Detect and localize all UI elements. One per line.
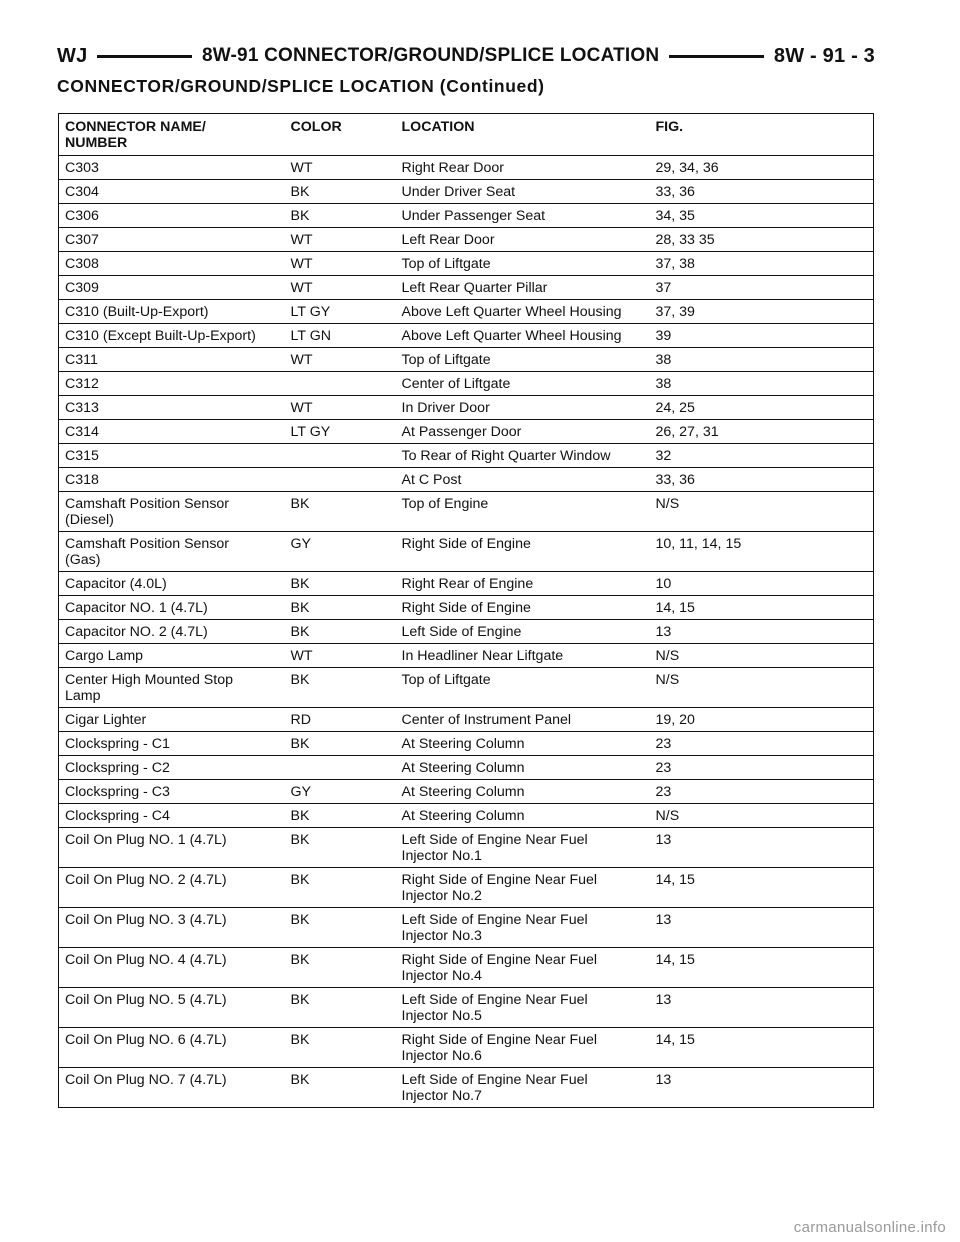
table-header (59, 114, 874, 156)
table-row (59, 492, 874, 532)
table-row (59, 372, 874, 396)
cell-color: BK (285, 204, 396, 228)
cell-location: At C Post (396, 468, 650, 492)
cell-fig: 24, 25 (650, 396, 874, 420)
table-row (59, 868, 874, 908)
cell-fig: N/S (650, 804, 874, 828)
table-row (59, 804, 874, 828)
cell-fig: 23 (650, 756, 874, 780)
cell-color: BK (285, 180, 396, 204)
cell-connector: C310 (Built-Up-Export) (59, 300, 285, 324)
cell-fig: 37 (650, 276, 874, 300)
cell-connector: Camshaft Position Sensor (Diesel) (59, 492, 285, 532)
cell-connector: C310 (Except Built-Up-Export) (59, 324, 285, 348)
cell-location: At Steering Column (396, 804, 650, 828)
table-row (59, 468, 874, 492)
cell-fig: 10, 11, 14, 15 (650, 532, 874, 572)
cell-color: GY (285, 532, 396, 572)
cell-connector: Clockspring - C4 (59, 804, 285, 828)
cell-connector: Camshaft Position Sensor (Gas) (59, 532, 285, 572)
cell-connector: Coil On Plug NO. 3 (4.7L) (59, 908, 285, 948)
cell-connector: C311 (59, 348, 285, 372)
cell-fig: 23 (650, 780, 874, 804)
table-row (59, 908, 874, 948)
cell-location: Left Side of Engine Near Fuel Injector No.1 (396, 828, 650, 868)
cell-fig: 26, 27, 31 (650, 420, 874, 444)
cell-location: Center of Liftgate (396, 372, 650, 396)
cell-location: Center of Instrument Panel (396, 708, 650, 732)
cell-connector: Coil On Plug NO. 4 (4.7L) (59, 948, 285, 988)
table-row (59, 828, 874, 868)
table-row (59, 708, 874, 732)
cell-fig: 14, 15 (650, 868, 874, 908)
table-row (59, 300, 874, 324)
cell-fig: 19, 20 (650, 708, 874, 732)
cell-fig: 37, 39 (650, 300, 874, 324)
cell-connector: C312 (59, 372, 285, 396)
header-section-title: 8W-91 CONNECTOR/GROUND/SPLICE LOCATION (202, 45, 660, 66)
cell-fig: 23 (650, 732, 874, 756)
cell-color: BK (285, 620, 396, 644)
cell-fig: 13 (650, 828, 874, 868)
page-subtitle: CONNECTOR/GROUND/SPLICE LOCATION (Continued) (57, 76, 545, 96)
cell-fig: 14, 15 (650, 596, 874, 620)
cell-connector: C303 (59, 156, 285, 180)
cell-location: Top of Engine (396, 492, 650, 532)
cell-location: Right Rear of Engine (396, 572, 650, 596)
cell-fig: 33, 36 (650, 468, 874, 492)
cell-color: WT (285, 276, 396, 300)
cell-color: BK (285, 804, 396, 828)
cell-location: Left Rear Quarter Pillar (396, 276, 650, 300)
cell-location: Top of Liftgate (396, 348, 650, 372)
table-row (59, 396, 874, 420)
table-row (59, 420, 874, 444)
cell-color: WT (285, 348, 396, 372)
cell-color (285, 468, 396, 492)
cell-location: Left Side of Engine (396, 620, 650, 644)
cell-fig: 39 (650, 324, 874, 348)
cell-connector: C304 (59, 180, 285, 204)
cell-fig: 28, 33 35 (650, 228, 874, 252)
cell-fig: 38 (650, 348, 874, 372)
cell-location: Left Side of Engine Near Fuel Injector No.7 (396, 1068, 650, 1108)
cell-connector: Coil On Plug NO. 2 (4.7L) (59, 868, 285, 908)
connector-location-table (58, 113, 874, 1108)
table-row (59, 620, 874, 644)
column-header-location: LOCATION (396, 114, 650, 156)
cell-color: BK (285, 1068, 396, 1108)
cell-connector: Center High Mounted Stop Lamp (59, 668, 285, 708)
column-header-fig: FIG. (650, 114, 874, 156)
cell-location: Left Rear Door (396, 228, 650, 252)
cell-connector: C318 (59, 468, 285, 492)
cell-fig: 38 (650, 372, 874, 396)
cell-fig: 13 (650, 908, 874, 948)
cell-location: At Passenger Door (396, 420, 650, 444)
cell-fig: 34, 35 (650, 204, 874, 228)
site-watermark: carmanualsonline.info (793, 1219, 946, 1236)
cell-connector: Coil On Plug NO. 7 (4.7L) (59, 1068, 285, 1108)
table-row (59, 756, 874, 780)
header-rule-left (97, 55, 192, 58)
cell-color: LT GN (285, 324, 396, 348)
cell-location: Under Passenger Seat (396, 204, 650, 228)
cell-location: Right Side of Engine (396, 532, 650, 572)
table-row (59, 180, 874, 204)
cell-connector: C314 (59, 420, 285, 444)
cell-connector: Clockspring - C3 (59, 780, 285, 804)
cell-color: BK (285, 828, 396, 868)
table-row (59, 572, 874, 596)
table-row (59, 444, 874, 468)
column-header-color: COLOR (285, 114, 396, 156)
cell-connector: C309 (59, 276, 285, 300)
cell-location: Right Side of Engine Near Fuel Injector No.6 (396, 1028, 650, 1068)
cell-color: BK (285, 572, 396, 596)
table-row (59, 252, 874, 276)
cell-connector: Cigar Lighter (59, 708, 285, 732)
cell-color: BK (285, 492, 396, 532)
cell-color: BK (285, 948, 396, 988)
cell-connector: C313 (59, 396, 285, 420)
cell-location: Under Driver Seat (396, 180, 650, 204)
table-row (59, 204, 874, 228)
cell-location: Top of Liftgate (396, 668, 650, 708)
table-row (59, 156, 874, 180)
cell-fig: 14, 15 (650, 948, 874, 988)
cell-connector: Capacitor NO. 1 (4.7L) (59, 596, 285, 620)
table-row (59, 276, 874, 300)
page-header (57, 41, 875, 71)
cell-location: Right Side of Engine Near Fuel Injector No.2 (396, 868, 650, 908)
cell-color: LT GY (285, 300, 396, 324)
cell-fig: 14, 15 (650, 1028, 874, 1068)
cell-color: BK (285, 868, 396, 908)
cell-color: BK (285, 908, 396, 948)
cell-fig: 32 (650, 444, 874, 468)
cell-fig: N/S (650, 492, 874, 532)
cell-location: Right Side of Engine Near Fuel Injector No.4 (396, 948, 650, 988)
cell-color: BK (285, 668, 396, 708)
cell-location: Right Rear Door (396, 156, 650, 180)
cell-connector: C315 (59, 444, 285, 468)
cell-fig: 37, 38 (650, 252, 874, 276)
cell-connector: Clockspring - C2 (59, 756, 285, 780)
cell-color: BK (285, 1028, 396, 1068)
cell-fig: 13 (650, 620, 874, 644)
table-row (59, 732, 874, 756)
cell-fig: 13 (650, 1068, 874, 1108)
cell-color (285, 756, 396, 780)
table-row (59, 228, 874, 252)
cell-location: Left Side of Engine Near Fuel Injector No.5 (396, 988, 650, 1028)
table-row (59, 1028, 874, 1068)
cell-fig: 29, 34, 36 (650, 156, 874, 180)
cell-color: BK (285, 596, 396, 620)
cell-connector: Capacitor NO. 2 (4.7L) (59, 620, 285, 644)
table-row (59, 348, 874, 372)
table-row (59, 988, 874, 1028)
table-row (59, 948, 874, 988)
cell-location: In Driver Door (396, 396, 650, 420)
cell-fig: 33, 36 (650, 180, 874, 204)
cell-connector: Cargo Lamp (59, 644, 285, 668)
table-row (59, 596, 874, 620)
cell-color: WT (285, 252, 396, 276)
cell-color (285, 444, 396, 468)
cell-color (285, 372, 396, 396)
cell-fig: N/S (650, 644, 874, 668)
table-header-row (59, 114, 874, 156)
table-row (59, 324, 874, 348)
cell-connector: C307 (59, 228, 285, 252)
cell-connector: Coil On Plug NO. 5 (4.7L) (59, 988, 285, 1028)
cell-fig: 10 (650, 572, 874, 596)
table-row (59, 1068, 874, 1108)
cell-location: At Steering Column (396, 780, 650, 804)
cell-color: WT (285, 396, 396, 420)
cell-location: At Steering Column (396, 732, 650, 756)
cell-location: Left Side of Engine Near Fuel Injector No.3 (396, 908, 650, 948)
cell-connector: C308 (59, 252, 285, 276)
cell-connector: Capacitor (4.0L) (59, 572, 285, 596)
column-header-connector: CONNECTOR NAME/ NUMBER (59, 114, 285, 156)
cell-location: Right Side of Engine (396, 596, 650, 620)
cell-connector: C306 (59, 204, 285, 228)
header-rule-right (669, 55, 764, 58)
table-row (59, 532, 874, 572)
header-page-number: 8W - 91 - 3 (773, 44, 876, 67)
cell-location: Above Left Quarter Wheel Housing (396, 300, 650, 324)
cell-fig: 13 (650, 988, 874, 1028)
header-model-code: WJ (57, 44, 88, 67)
cell-color: WT (285, 228, 396, 252)
cell-connector: Coil On Plug NO. 1 (4.7L) (59, 828, 285, 868)
cell-location: Top of Liftgate (396, 252, 650, 276)
cell-connector: Coil On Plug NO. 6 (4.7L) (59, 1028, 285, 1068)
table-row (59, 644, 874, 668)
cell-location: In Headliner Near Liftgate (396, 644, 650, 668)
cell-color: RD (285, 708, 396, 732)
cell-connector: Clockspring - C1 (59, 732, 285, 756)
cell-color: WT (285, 156, 396, 180)
cell-color: LT GY (285, 420, 396, 444)
table-row (59, 668, 874, 708)
cell-location: Above Left Quarter Wheel Housing (396, 324, 650, 348)
cell-color: GY (285, 780, 396, 804)
cell-fig: N/S (650, 668, 874, 708)
table-body (59, 156, 874, 1108)
cell-color: WT (285, 644, 396, 668)
cell-location: At Steering Column (396, 756, 650, 780)
cell-color: BK (285, 732, 396, 756)
table-row (59, 780, 874, 804)
cell-color: BK (285, 988, 396, 1028)
cell-location: To Rear of Right Quarter Window (396, 444, 650, 468)
